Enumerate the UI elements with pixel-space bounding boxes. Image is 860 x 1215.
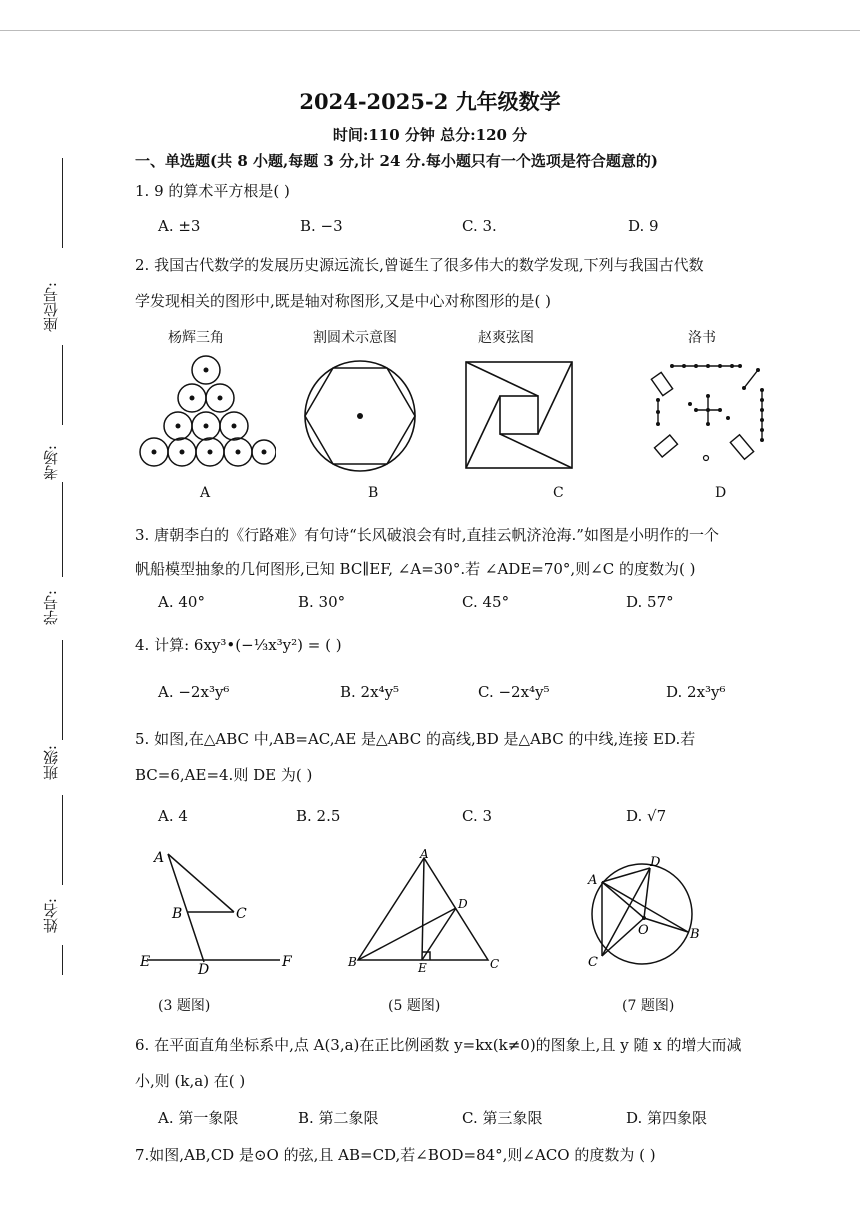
q3-point-c: C bbox=[236, 906, 247, 922]
q7-point-b: B bbox=[690, 927, 700, 942]
question-5-stem-line2: BC=6,AE=4.则 DE 为( ) bbox=[135, 766, 313, 784]
q6-option-a: A. 第一象限 bbox=[158, 1109, 239, 1127]
question-6-stem-line2: 小,则 (k,a) 在( ) bbox=[135, 1072, 246, 1090]
q3-point-d: D bbox=[198, 962, 210, 976]
q3-option-d: D. 57° bbox=[626, 593, 674, 611]
q3-option-b: B. 30° bbox=[298, 593, 346, 611]
q1-option-c: C. 3. bbox=[462, 217, 497, 235]
fig5-caption: (5 题图) bbox=[388, 998, 441, 1014]
q5-option-d: D. √7 bbox=[626, 807, 667, 825]
q5-point-a: A bbox=[420, 848, 429, 861]
side-divider bbox=[62, 795, 63, 885]
question-3-stem-line2: 帆船模型抽象的几何图形,已知 BC∥EF, ∠A=30°.若 ∠ADE=70°,则∠C 的度数为( ) bbox=[135, 560, 696, 578]
q1-option-d: D. 9 bbox=[628, 217, 659, 235]
q4-option-c: C. −2x⁴y⁵ bbox=[478, 683, 550, 701]
q6-option-d: D. 第四象限 bbox=[626, 1109, 708, 1127]
exam-subtitle: 时间:110 分钟 总分:120 分 bbox=[332, 126, 528, 144]
q1-option-a: A. ±3 bbox=[158, 217, 201, 235]
q7-point-c: C bbox=[588, 955, 598, 970]
q7-point-o: O bbox=[638, 923, 649, 938]
q5-option-b: B. 2.5 bbox=[296, 807, 341, 825]
side-divider bbox=[62, 345, 63, 425]
q5-option-a: A. 4 bbox=[158, 807, 188, 825]
q5-point-c: C bbox=[490, 957, 500, 971]
q7-point-d: D bbox=[650, 855, 661, 870]
class-label: 班级: bbox=[42, 745, 60, 781]
q1-option-b: B. −3 bbox=[300, 217, 343, 235]
section-heading: 一、单选题(共 8 小题,每题 3 分,计 24 分.每小题只有一个选项是符合题意的) bbox=[135, 152, 658, 170]
fig3-caption: (3 题图) bbox=[158, 998, 211, 1014]
fig-a-title: 杨辉三角 bbox=[168, 330, 224, 346]
fig7-caption: (7 题图) bbox=[622, 998, 675, 1014]
student-number-label: 学号: bbox=[42, 590, 60, 626]
q4-option-b: B. 2x⁴y⁵ bbox=[340, 683, 400, 701]
question-3-stem-line1: 3. 唐朝李白的《行路难》有句诗“长风破浪会有时,直挂云帆济沧海.”如图是小明作的一个 bbox=[135, 526, 719, 544]
top-border bbox=[0, 30, 860, 31]
fig-b-title: 割圆术示意图 bbox=[313, 330, 397, 346]
side-divider bbox=[62, 158, 63, 248]
zhao-shuang-figure bbox=[464, 360, 574, 470]
q3-point-f: F bbox=[282, 954, 292, 970]
side-divider bbox=[62, 945, 63, 975]
q3-figure bbox=[140, 846, 300, 976]
q3-point-e: E bbox=[140, 954, 151, 970]
room-label: 考场: bbox=[42, 445, 60, 481]
fig-d-label: D bbox=[715, 485, 727, 501]
q5-option-c: C. 3 bbox=[462, 807, 493, 825]
q3-point-a: A bbox=[154, 850, 165, 866]
q3-option-c: C. 45° bbox=[462, 593, 510, 611]
q5-point-d: D bbox=[458, 897, 468, 911]
side-divider bbox=[62, 482, 63, 577]
luo-shu-figure bbox=[650, 360, 775, 468]
yang-hui-triangle-figure bbox=[136, 352, 276, 470]
side-divider bbox=[62, 640, 63, 740]
q4-option-a: A. −2x³y⁶ bbox=[158, 683, 230, 701]
q3-point-b: B bbox=[172, 906, 183, 922]
fig-b-label: B bbox=[368, 485, 379, 501]
q4-option-d: D. 2x³y⁶ bbox=[666, 683, 726, 701]
q5-point-b: B bbox=[348, 955, 357, 969]
question-2-stem-line1: 2. 我国古代数学的发展历史源远流长,曾诞生了很多伟大的数学发现,下列与我国古代数 bbox=[135, 256, 704, 274]
q5-point-e: E bbox=[418, 961, 427, 975]
seat-label: 座位号: bbox=[42, 282, 60, 333]
fig-c-title: 赵爽弦图 bbox=[478, 330, 534, 346]
question-7-stem: 7.如图,AB,CD 是⊙O 的弦,且 AB=CD,若∠BOD=84°,则∠ACO 的度数为 ( ) bbox=[135, 1146, 656, 1164]
q3-option-a: A. 40° bbox=[158, 593, 205, 611]
q5-figure bbox=[344, 848, 504, 976]
q7-figure bbox=[584, 852, 714, 974]
circle-hexagon-figure bbox=[302, 358, 418, 474]
q7-point-a: A bbox=[588, 873, 598, 888]
fig-c-label: C bbox=[553, 485, 564, 501]
q6-option-c: C. 第三象限 bbox=[462, 1109, 543, 1127]
fig-a-label: A bbox=[200, 485, 211, 501]
question-1-stem: 1. 9 的算术平方根是( ) bbox=[135, 182, 290, 200]
q6-option-b: B. 第二象限 bbox=[298, 1109, 379, 1127]
fig-d-title: 洛书 bbox=[688, 330, 716, 346]
name-label: 姓名: bbox=[42, 898, 60, 934]
question-5-stem-line1: 5. 如图,在△ABC 中,AB=AC,AE 是△ABC 的高线,BD 是△ABC 的中线,连接 ED.若 bbox=[135, 730, 696, 748]
question-6-stem-line1: 6. 在平面直角坐标系中,点 A(3,a)在正比例函数 y=kx(k≠0)的图象上,且 y 随 x 的增大而减 bbox=[135, 1036, 742, 1054]
question-4-stem: 4. 计算: 6xy³•(−⅓x³y²) = ( ) bbox=[135, 636, 342, 654]
exam-title: 2024-2025-2 九年级数学 bbox=[299, 89, 561, 114]
question-2-stem-line2: 学发现相关的图形中,既是轴对称图形,又是中心对称图形的是( ) bbox=[135, 292, 552, 310]
